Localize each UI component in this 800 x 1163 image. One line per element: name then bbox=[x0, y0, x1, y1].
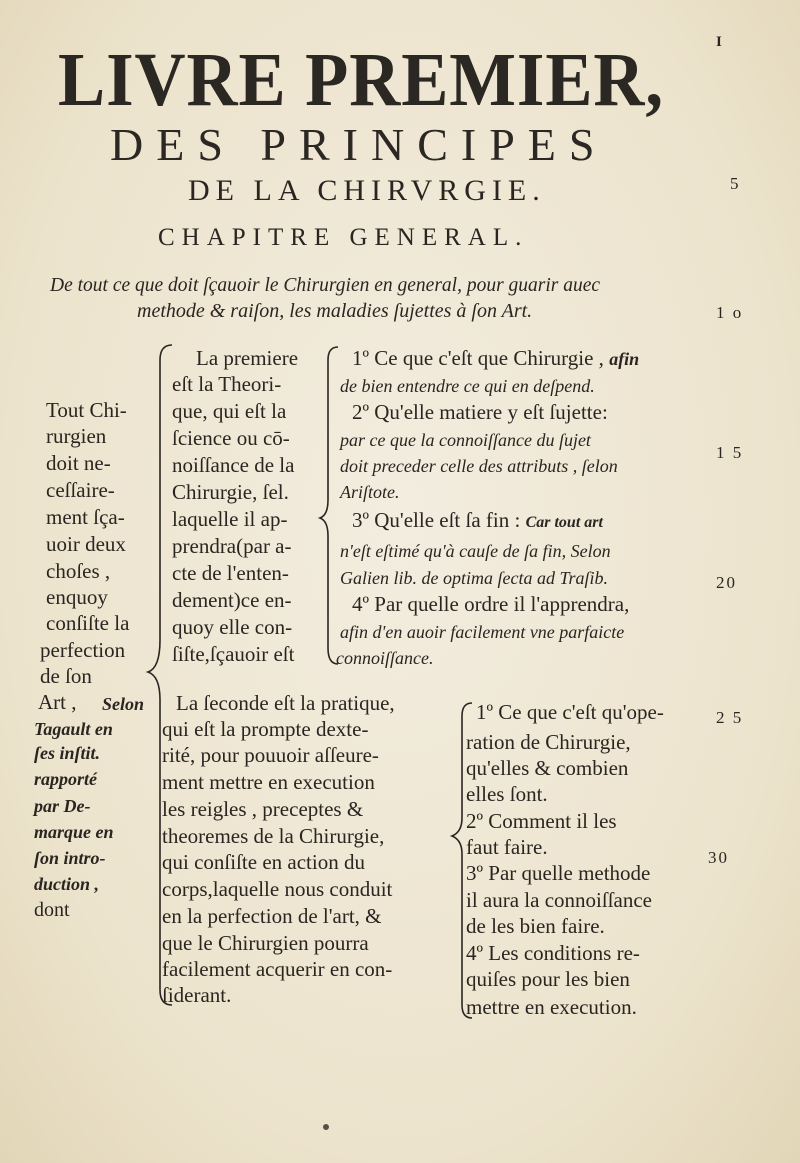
theory-line: dement)ce en- bbox=[172, 588, 292, 612]
theory-point-2-note: Ariſtote. bbox=[340, 482, 400, 502]
practice-line: corps,laquelle nous conduit bbox=[162, 877, 393, 901]
main-brace bbox=[148, 345, 172, 1005]
practice-brace bbox=[452, 703, 472, 1018]
theory-line: prendra(par a- bbox=[172, 534, 292, 558]
practice-point-line: 1º Ce que c'eſt qu'ope- bbox=[476, 700, 664, 724]
practice-point-line: quiſes pour les bien bbox=[466, 967, 630, 991]
theory-line: cte de l'enten- bbox=[172, 561, 289, 585]
margin-note: Tagault en bbox=[34, 719, 113, 739]
theory-point-3-note: Galien lib. de optima ſecta ad Traſib. bbox=[340, 568, 608, 588]
practice-line: theoremes de la Chirurgie, bbox=[162, 824, 385, 848]
theory-line: ſcience ou cō- bbox=[172, 426, 290, 450]
book-subtitle-chirurgie: DE LA CHIRVRGIE. bbox=[188, 174, 546, 207]
practice-point-line: 4º Les conditions re- bbox=[466, 941, 640, 965]
page-marker: I bbox=[716, 34, 722, 50]
practice-line: ſiderant. bbox=[162, 983, 232, 1007]
practice-point-line: 3º Par quelle methode bbox=[466, 861, 651, 885]
margin-note: Selon bbox=[102, 694, 145, 714]
theory-point-2-note: par ce que la connoiſſance du ſujet bbox=[340, 430, 591, 450]
practice-line: qui conſiſte en action du bbox=[162, 850, 365, 874]
practice-point-line: faut faire. bbox=[466, 835, 548, 859]
theory-line: eſt la Theori- bbox=[172, 372, 282, 396]
theory-point-1-note: de bien entendre ce qui en deſpend. bbox=[340, 376, 595, 396]
line-number-20: 20 bbox=[716, 573, 737, 592]
practice-line: ment mettre en execution bbox=[162, 770, 375, 794]
practice-point-line: qu'elles & combien bbox=[466, 756, 629, 780]
left-line: Tout Chi- bbox=[46, 398, 127, 422]
left-line: conſiſte la bbox=[46, 611, 130, 635]
theory-point-3-text: 3º Qu'elle eſt ſa fin : bbox=[352, 508, 521, 532]
practice-line: que le Chirurgien pourra bbox=[162, 931, 369, 955]
left-line: rurgien bbox=[46, 424, 107, 448]
theory-point-4: 4º Par quelle ordre il l'apprendra, bbox=[352, 592, 630, 616]
practice-line: en la perfection de l'art, & bbox=[162, 904, 382, 928]
chapter-summary-line1: De tout ce que doit ſçauoir le Chirurgien en general, pour guarir auec bbox=[50, 275, 601, 296]
theory-line: ſiſte,ſçauoir eſt bbox=[172, 642, 295, 666]
chapter-heading: CHAPITRE GENERAL. bbox=[158, 224, 529, 251]
practice-line: rité, pour pouuoir aſſeure- bbox=[162, 743, 379, 767]
practice-point-line: 2º Comment il les bbox=[466, 809, 617, 833]
line-number-30: 30 bbox=[708, 848, 729, 867]
theory-point-2-note: doit preceder celle des attributs , ſelon bbox=[340, 456, 618, 476]
chapter-summary-line2: methode & raiſon, les maladies ſujettes à ſon Art. bbox=[137, 300, 533, 322]
margin-last-word: dont bbox=[34, 899, 70, 921]
line-number-10: 1 o bbox=[716, 303, 744, 322]
line-number-25: 2 5 bbox=[716, 708, 744, 727]
theory-point-3-italic: Car tout art bbox=[525, 514, 603, 531]
left-line: enquoy bbox=[46, 585, 108, 609]
theory-line: quoy elle con- bbox=[172, 615, 293, 639]
left-line: choſes , bbox=[46, 559, 111, 583]
theory-line: Chirurgie, ſel. bbox=[172, 480, 289, 504]
ink-dot bbox=[323, 1124, 329, 1130]
left-line: perfection bbox=[40, 638, 126, 662]
practice-point-line: il aura la connoiſſance bbox=[466, 888, 652, 912]
theory-line: que, qui eſt la bbox=[172, 399, 287, 423]
practice-point-line: elles ſont. bbox=[466, 782, 548, 806]
practice-point-line: ration de Chirurgie, bbox=[466, 730, 631, 754]
left-line: doit ne- bbox=[46, 451, 111, 475]
theory-point-1-text: 1º Ce que c'eſt que Chirurgie , bbox=[352, 346, 604, 370]
book-subtitle-principles: DES PRINCIPES bbox=[110, 119, 608, 170]
practice-line: qui eſt la prompte dexte- bbox=[162, 717, 369, 741]
margin-note: duction , bbox=[34, 874, 100, 894]
theory-line: noiſſance de la bbox=[172, 453, 295, 477]
theory-point-2: 2º Qu'elle matiere y eſt ſujette: bbox=[352, 400, 608, 424]
theory-line: La premiere bbox=[196, 346, 299, 370]
margin-note: ſon intro- bbox=[34, 848, 106, 868]
left-line: Art , bbox=[38, 690, 77, 714]
theory-point-4-note: connoiſſance. bbox=[336, 648, 434, 668]
left-line: ment ſça- bbox=[46, 505, 125, 529]
line-number-15: 1 5 bbox=[716, 443, 744, 462]
theory-point-4-note: afin d'en auoir facilement vne parfaicte bbox=[340, 622, 625, 642]
margin-note: par De- bbox=[34, 796, 91, 816]
left-line: ceſſaire- bbox=[46, 478, 115, 502]
theory-point-3-note: n'eſt eſtimé qu'à cauſe de ſa fin, Selon bbox=[340, 541, 611, 561]
theory-brace bbox=[320, 347, 338, 664]
line-number-5: 5 bbox=[730, 174, 741, 193]
theory-point-1-italic: afin bbox=[609, 349, 640, 369]
theory-line: laquelle il ap- bbox=[172, 507, 288, 531]
margin-note: rapporté bbox=[34, 769, 97, 789]
left-line: de ſon bbox=[40, 664, 92, 688]
practice-line: les reigles , preceptes & bbox=[162, 797, 364, 821]
practice-line: La ſeconde eſt la pratique, bbox=[176, 691, 395, 715]
left-line: uoir deux bbox=[46, 532, 126, 556]
practice-point-line: mettre en execution. bbox=[466, 995, 637, 1019]
margin-note: marque en bbox=[34, 822, 114, 842]
practice-line: facilement acquerir en con- bbox=[162, 957, 393, 981]
margin-note: ſes inſtit. bbox=[34, 743, 100, 763]
book-title: LIVRE PREMIER, bbox=[58, 38, 665, 122]
practice-point-line: de les bien faire. bbox=[466, 914, 605, 938]
